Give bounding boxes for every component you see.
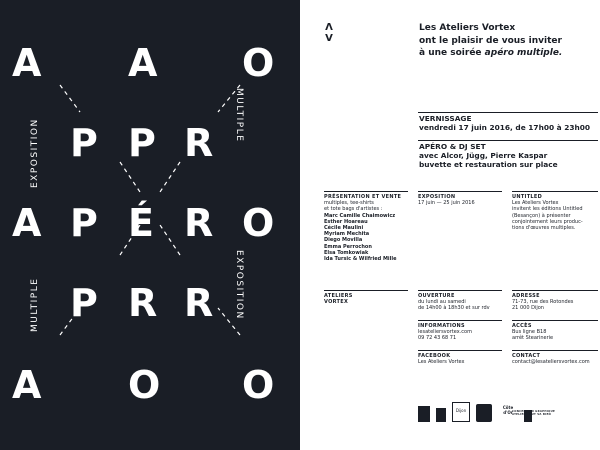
presentation-line: Myriam Mechita: [324, 231, 370, 238]
intro-text: [419, 22, 599, 60]
poster-letter: R: [184, 201, 214, 245]
intro-line: à une soirée apéro multiple.: [419, 48, 563, 58]
divider: [418, 140, 598, 141]
presentation-list: [324, 200, 412, 262]
ateliers-line: ATELIERS: [324, 293, 353, 299]
poster-letter: O: [128, 363, 161, 407]
vertical-exposition-right: EXPOSITION: [234, 250, 244, 320]
apero-line: avec Alcor, Jügg, Pierre Kaspar: [419, 151, 548, 161]
presentation-line: multiples, tee-shirts: [324, 200, 374, 207]
ateliers-block: [324, 293, 408, 305]
presentation-line: Esther Hoareau: [324, 218, 368, 225]
republique-logo: [418, 406, 430, 422]
ouverture-line: de 14h00 à 18h30 et sur rdv: [418, 305, 490, 312]
dijon-logo: Dijon: [452, 402, 470, 422]
exposition-dates: 17 juin — 25 juin 2016: [418, 200, 475, 207]
logo-lambda: Λ: [325, 22, 333, 33]
poster-letter: P: [70, 121, 98, 165]
poster-letter: P: [128, 121, 156, 165]
contact-email[interactable]: contact@lesateliersvortex.com: [512, 359, 590, 366]
acces-label: ACCÈS: [512, 323, 532, 329]
presentation-line: Emma Perrochon: [324, 243, 372, 250]
divider: [512, 350, 598, 351]
intro-line: Les Ateliers Vortex: [419, 23, 516, 33]
poster-letter: P: [70, 201, 98, 245]
facebook-block: [418, 353, 506, 365]
poster-letter: O: [242, 363, 275, 407]
poster-letter: P: [70, 281, 98, 325]
divider: [418, 191, 502, 192]
vertical-multiple-left: MULTIPLE: [30, 277, 40, 332]
conception-line: ATELIER TOUT VA BIEN: [512, 413, 552, 417]
divider: [324, 191, 408, 192]
poster-letter: A: [12, 201, 42, 245]
poster-letter: R: [184, 281, 214, 325]
divider: [512, 320, 598, 321]
presentation-line: Cécile Maulini: [324, 225, 364, 232]
poster-letter: A: [128, 41, 158, 85]
divider: [418, 290, 502, 291]
apero-block: [419, 142, 599, 170]
poster-letter: R: [184, 121, 214, 165]
poster-letter: O: [242, 41, 275, 85]
presentation-line: Diego Movilla: [324, 237, 363, 244]
info-panel: [300, 0, 600, 450]
divider: [418, 350, 502, 351]
apero-label: APÉRO & DJ SET: [419, 142, 486, 151]
divider: [324, 290, 408, 291]
logo-v: V: [325, 33, 333, 44]
ouverture-label: OUVERTURE: [418, 293, 455, 299]
website-link[interactable]: lesateliersvortex.com: [418, 329, 472, 336]
informations-block: [418, 323, 506, 342]
presentation-line: Marc Camille Chaimowicz: [324, 212, 396, 219]
divider: [418, 320, 502, 321]
untitled-line: invitent les éditions Untitled: [512, 206, 583, 213]
adresse-line: 21 000 Dijon: [512, 305, 544, 312]
poster-letter: A: [12, 41, 42, 85]
vertical-exposition-left: EXPOSITION: [30, 118, 40, 188]
acces-line: Bus ligne B18: [512, 329, 547, 336]
presentation-line: Ida Tursic & Wilfried Mille: [324, 256, 397, 263]
untitled-line: Les Ateliers Vortex: [512, 200, 559, 207]
vernissage-block: [419, 114, 599, 132]
untitled-line: conjointement leurs produc-: [512, 218, 583, 225]
presentation-label: PRÉSENTATION ET VENTE: [324, 194, 402, 200]
cote-dor-logo: Côte d'Or: [502, 405, 514, 415]
vernissage-label: VERNISSAGE: [419, 114, 472, 123]
facebook-link[interactable]: Les Ateliers Vortex: [418, 359, 465, 366]
poster-letter: É: [128, 201, 154, 245]
drac-logo: [436, 408, 446, 422]
ateliers-line: VORTEX: [324, 299, 349, 306]
phone-number: 09 72 43 68 71: [418, 335, 457, 342]
poster-letter: O: [242, 201, 275, 245]
vortex-logo-mark: [324, 22, 334, 44]
divider: [418, 112, 598, 113]
ouverture-line: du lundi au samedi: [418, 299, 466, 306]
intro-emphasis: apéro multiple.: [484, 48, 563, 58]
apero-line: buvette et restauration sur place: [419, 160, 558, 170]
untitled-text: [512, 200, 600, 231]
intro-line: ont le plaisir de vous inviter: [419, 35, 562, 46]
acces-block: [512, 323, 600, 342]
conception-line: CONCEPTION GRAPHIQUE: [512, 410, 556, 413]
poster-letter: R: [128, 281, 158, 325]
adresse-label: ADRESSE: [512, 293, 540, 299]
vertical-multiple-right: MULTIPLE: [234, 88, 244, 143]
contact-label: CONTACT: [512, 353, 541, 359]
presentation-block: [324, 194, 412, 262]
acces-line: arrêt Stearinerie: [512, 335, 554, 342]
ouverture-block: [418, 293, 506, 312]
presentation-line: Elsa Tomkowiak: [324, 249, 369, 256]
exposition-block: [418, 194, 506, 206]
presentation-line: et tote bags d'artistes :: [324, 206, 383, 213]
untitled-label: UNTITLED: [512, 194, 543, 200]
contact-block: [512, 353, 600, 365]
adresse-block: [512, 293, 600, 312]
untitled-line: tions d'œuvres multiples.: [512, 225, 576, 232]
divider: [512, 290, 598, 291]
untitled-line: (Besançon) à présenter: [512, 212, 571, 219]
exposition-label: EXPOSITION: [418, 194, 456, 200]
informations-label: INFORMATIONS: [418, 323, 465, 329]
vernissage-date: vendredi 17 juin 2016, de 17h00 à 23h00: [419, 123, 591, 133]
adresse-line: 71-73, rue des Rotondes: [512, 299, 574, 306]
divider: [512, 191, 598, 192]
facebook-label: FACEBOOK: [418, 353, 451, 359]
untitled-block: [512, 194, 600, 231]
poster-letter: A: [12, 363, 42, 407]
region-logo: [476, 404, 492, 422]
conception-credit: [512, 410, 598, 417]
